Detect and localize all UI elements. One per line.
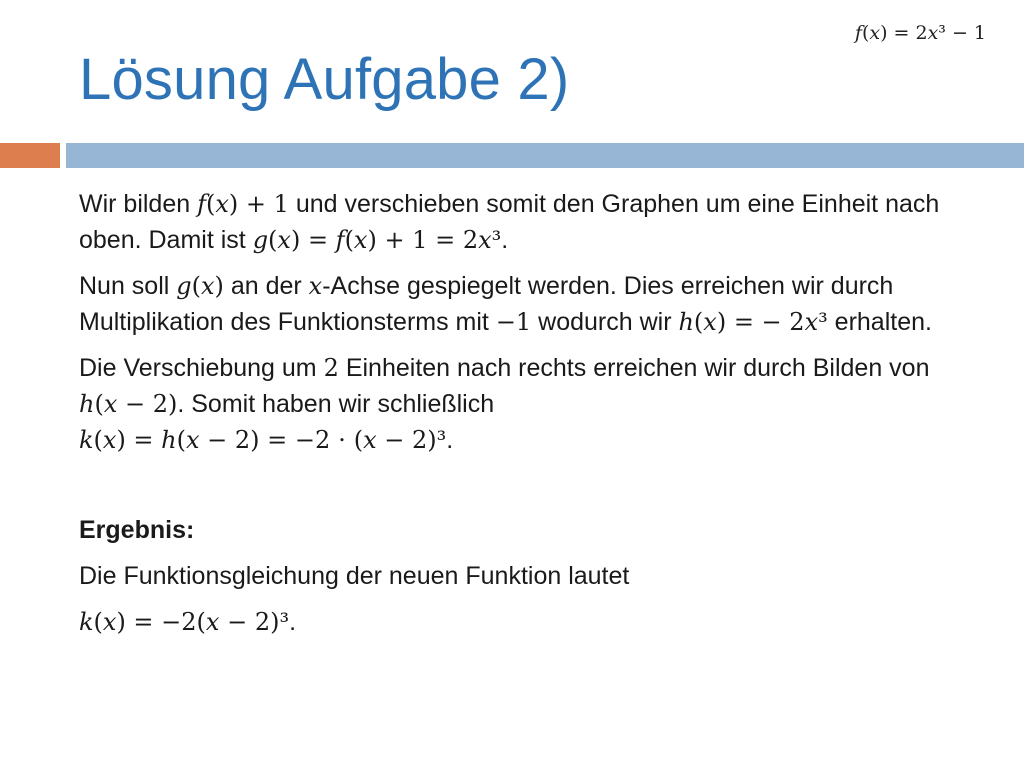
text: an der: [223, 272, 309, 300]
text: .: [501, 226, 509, 254]
paragraph-shift-up: [79, 186, 969, 258]
result-formula-line: [79, 604, 969, 640]
math: 𝑔(𝑥): [176, 272, 224, 300]
text: Nun soll: [79, 272, 177, 300]
slide-body: [79, 186, 969, 650]
math: 𝑥: [308, 272, 323, 300]
accent-bar-blue: [66, 143, 1024, 168]
text: Die Verschiebung um: [79, 354, 324, 382]
accent-bar-orange: [0, 143, 60, 168]
math: ℎ(𝑥) = − 2𝑥³: [678, 308, 828, 336]
text: .: [289, 608, 297, 636]
math: 𝑓(𝑥) + 1: [197, 190, 289, 218]
text: erhalten.: [827, 308, 932, 336]
text: Wir bilden: [79, 190, 198, 218]
corner-formula: 𝑓(𝑥) = 2𝑥³ − 1: [854, 22, 986, 44]
text: -Achse gespiegelt werden. Dies erreichen wir durch Multiplikation des Funktionsterms mit: [79, 272, 894, 336]
math: 2: [323, 354, 339, 382]
result-heading: Ergebnis:: [79, 516, 195, 544]
spacer: [79, 468, 969, 512]
text: wodurch wir: [531, 308, 679, 336]
result-text: Die Funktionsgleichung der neuen Funktion lautet: [79, 562, 630, 590]
text: . Somit haben wir schließlich: [177, 390, 495, 418]
math: ℎ(𝑥 − 2): [79, 390, 178, 418]
math: 𝑔(𝑥) = 𝑓(𝑥) + 1 = 2𝑥³: [252, 226, 502, 254]
math: 𝑘(𝑥) = ℎ(𝑥 − 2) = −2 ⋅ (𝑥 − 2)³: [79, 426, 447, 454]
text: Einheiten nach rechts erreichen wir durch Bilden von: [338, 354, 930, 382]
text: .: [446, 426, 454, 454]
paragraph-shift-right: [79, 350, 969, 458]
paragraph-mirror: [79, 268, 969, 340]
page-title: Lösung Aufgabe 2): [79, 47, 570, 112]
math: −1: [495, 308, 532, 336]
math: 𝑘(𝑥) = −2(𝑥 − 2)³: [79, 608, 290, 636]
text: und verschieben somit den Graphen um eine Einheit nach oben. Damit ist: [79, 190, 940, 254]
